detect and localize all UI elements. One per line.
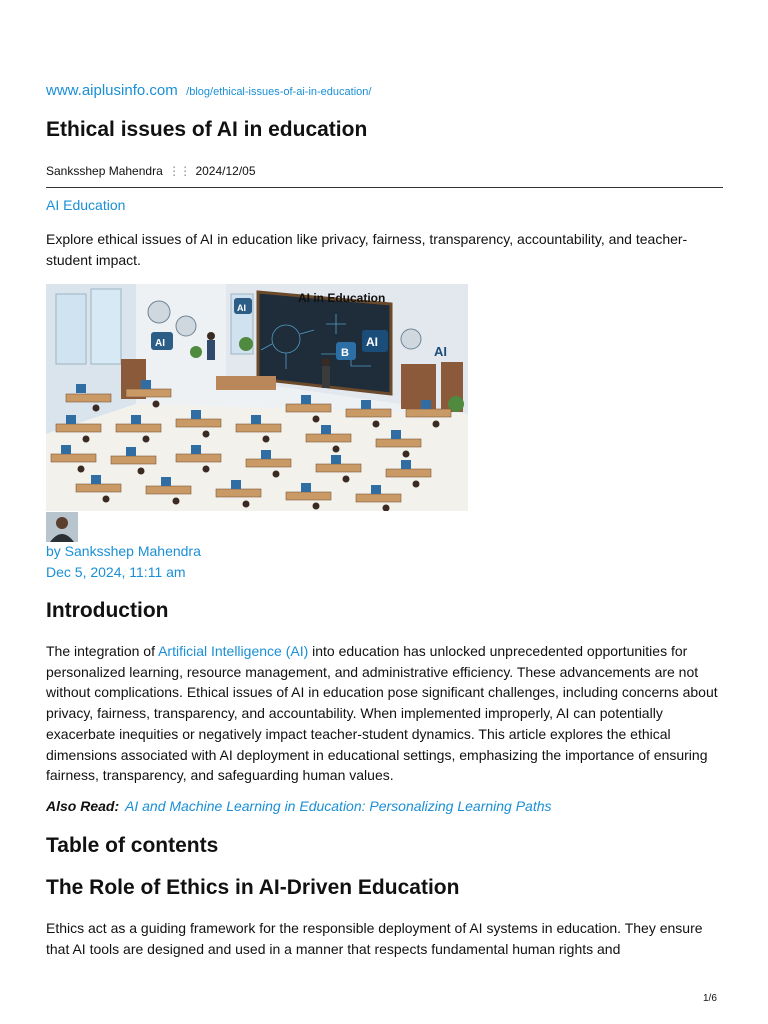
also-read-link[interactable]: AI and Machine Learning in Education: Personalizing Learning Paths xyxy=(125,798,552,814)
also-read-label: Also Read: xyxy=(46,798,120,814)
article-title: Ethical issues of AI in education xyxy=(46,118,368,141)
meta-author: Sanksshep Mahendra xyxy=(46,164,163,178)
board-ai-badge: AI xyxy=(366,335,378,349)
source-url[interactable] xyxy=(46,82,371,100)
role-of-ethics-paragraph: Ethics act as a guiding framework for the responsible deployment of AI systems in education. They ensure that AI tools are designed and used in a manner that respects fundamental human rights and xyxy=(46,920,703,957)
ai-link[interactable]: Artificial Intelligence (AI) xyxy=(158,643,309,659)
meta-separator: ⋮⋮ xyxy=(168,164,191,178)
introduction-heading: Introduction xyxy=(46,599,169,622)
article-meta xyxy=(46,164,256,178)
author-byline-link[interactable]: by Sanksshep Mahendra xyxy=(46,543,201,559)
meta-date: 2024/12/05 xyxy=(195,164,256,178)
hero-image xyxy=(46,284,468,511)
introduction-paragraph xyxy=(46,641,726,786)
category-link[interactable]: AI Education xyxy=(46,197,126,213)
toc-heading: Table of contents xyxy=(46,834,219,857)
wall-ai-badge-right: AI xyxy=(434,344,447,359)
board-text: AI in Education xyxy=(298,291,386,305)
author-avatar[interactable] xyxy=(46,512,78,542)
board-b-badge: B xyxy=(341,347,349,359)
also-read xyxy=(46,798,552,814)
author-portrait xyxy=(46,512,78,542)
classroom-illustration xyxy=(46,284,468,511)
source-path[interactable]: /blog/ethical-issues-of-ai-in-education/ xyxy=(186,86,372,98)
wall-ai-badge-top: AI xyxy=(237,303,246,313)
publish-date-link[interactable]: Dec 5, 2024, 11:11 am xyxy=(46,564,186,580)
page-number: 1/6 xyxy=(703,993,717,1004)
intro-text-after: into education has unlocked unprecedented opportunities for personalized learning, resource management, and administrative efficiency. These advancements are not without complications. Ethical issues of AI in education pose significant challenges, including concerns about privacy, fairness, transparency, and accountability. When implemented improperly, AI can potentially exacerbate inequities or negatively impact teacher-student dynamics. This article explores the ethical dimensions associated with AI deployment in educational settings, emphasizing the importance of ensuring fairness, transparency, and safeguarding human values. xyxy=(46,643,718,784)
wall-ai-badge-left: AI xyxy=(155,338,165,349)
role-of-ethics-heading: The Role of Ethics in AI-Driven Education xyxy=(46,876,460,899)
header-divider xyxy=(46,187,723,188)
intro-text-before: The integration of xyxy=(46,643,159,659)
article-summary: Explore ethical issues of AI in education like privacy, fairness, transparency, accountability, and teacher-student impact. xyxy=(46,231,688,268)
source-domain[interactable]: www.aiplusinfo.com xyxy=(46,82,178,99)
